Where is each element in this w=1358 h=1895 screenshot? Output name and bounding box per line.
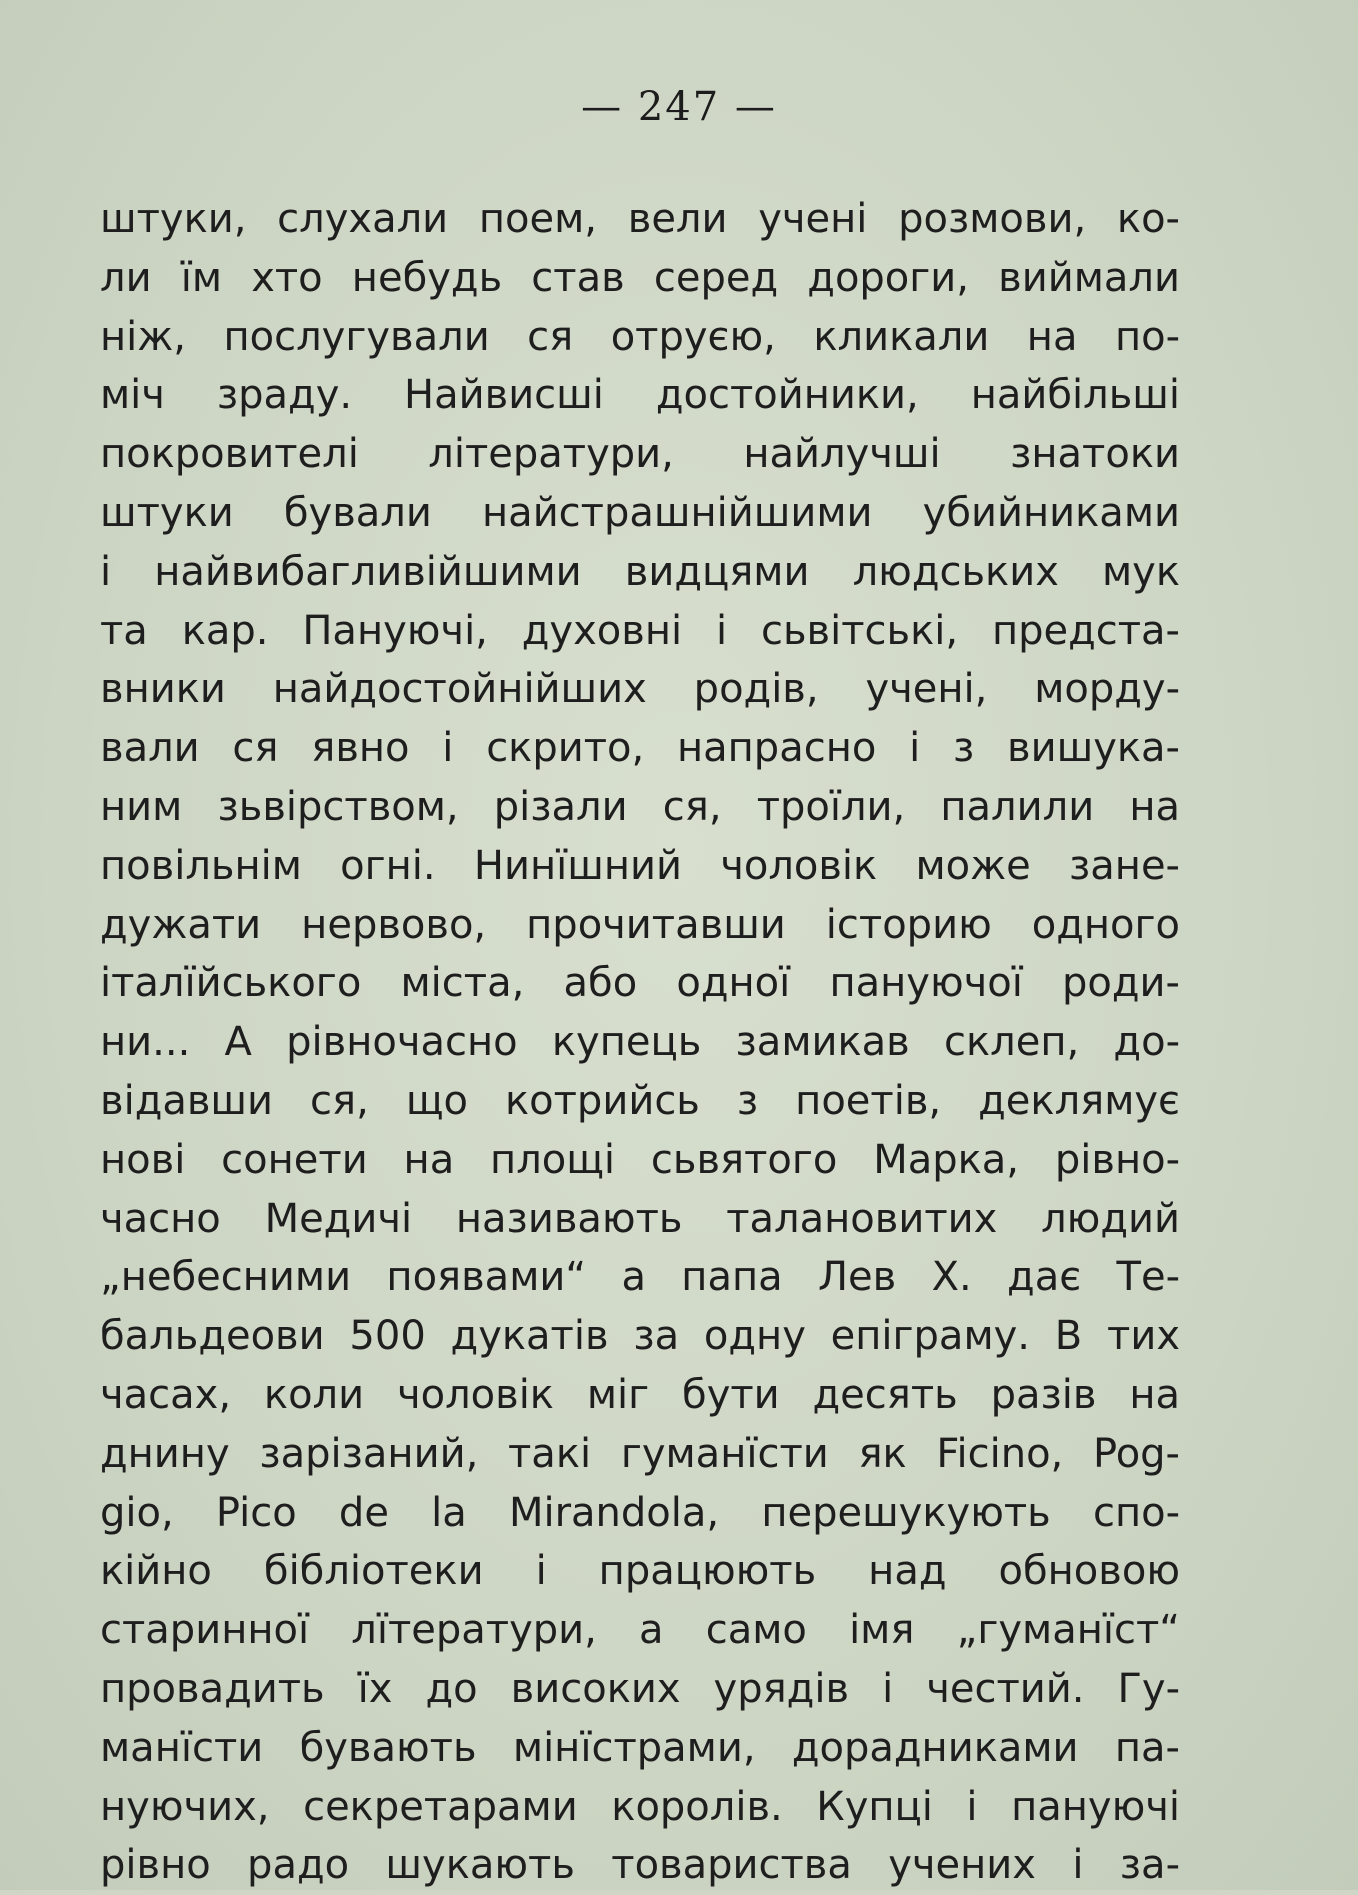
text-line: „небесними появами“ а папа Лев X. дає Те-: [100, 1254, 1180, 1301]
text-line: покровителі літератури, найлучші знатоки: [100, 431, 1180, 478]
text-line: часах, коли чоловік міг бути десять разів на: [100, 1371, 1180, 1418]
text-line: нуючих, секретарами королів. Купці і пануючі: [100, 1783, 1180, 1830]
text-line: gio, Pico de la Mirandola, перешукують спо-: [100, 1489, 1180, 1536]
text-line: манїсти бувають мінїстрами, дорадниками па-: [100, 1724, 1180, 1771]
text-line: ни... А рівночасно купець замикав склеп, до-: [100, 1019, 1180, 1066]
text-line: вали ся явно і скрито, напрасно і з вишука-: [100, 725, 1180, 772]
text-line: дужати нервово, прочитавши історию одного: [100, 901, 1180, 948]
text-line: провадить їх до високих урядів і честий. Гу-: [100, 1665, 1180, 1712]
text-line: міч зраду. Найвисші достойники, найбільші: [100, 372, 1180, 419]
text-line: штуки бували найстрашнійшими убийниками: [100, 489, 1180, 536]
text-line: ли їм хто небудь став серед дороги, виймали: [100, 254, 1180, 301]
text-line: часно Медичі називають талановитих людий: [100, 1195, 1180, 1242]
text-line: та кар. Пануючі, духовні і сьвітські, предста-: [100, 607, 1180, 654]
text-line: вники найдостойнійших родів, учені, морду-: [100, 666, 1180, 713]
page-number: — 247 —: [581, 84, 777, 130]
text-line: штуки, слухали поем, вели учені розмови, ко-: [100, 196, 1180, 242]
text-line: і найвибагливійшими видцями людських мук: [100, 548, 1180, 595]
text-line: днину зарізаний, такі гуманїсти як Ficino, Pog-: [100, 1430, 1180, 1477]
text-line: нові сонети на площі сьвятого Марка, рівно-: [100, 1136, 1180, 1183]
text-line: італїйського міста, або одної пануючої роди-: [100, 960, 1180, 1007]
text-line: ним зьвірством, різали ся, троїли, палили на: [100, 783, 1180, 830]
text-line: повільнім огні. Нинїшний чоловік може зане-: [100, 842, 1180, 889]
text-line: кійно бібліотеки і працюють над обновою: [100, 1548, 1180, 1595]
text-line: ніж, послугували ся отруєю, кликали на по-: [100, 313, 1180, 360]
text-line: бальдеови 500 дукатів за одну епіграму. В тих: [100, 1313, 1180, 1360]
text-line: відавши ся, що котрийсь з поетів, деклямує: [100, 1077, 1180, 1124]
text-line: старинної лїтератури, а само імя „гуманїст“: [100, 1607, 1180, 1654]
body-text: [100, 190, 1180, 1895]
text-line: рівно радо шукають товариства учених і за-: [100, 1842, 1180, 1889]
